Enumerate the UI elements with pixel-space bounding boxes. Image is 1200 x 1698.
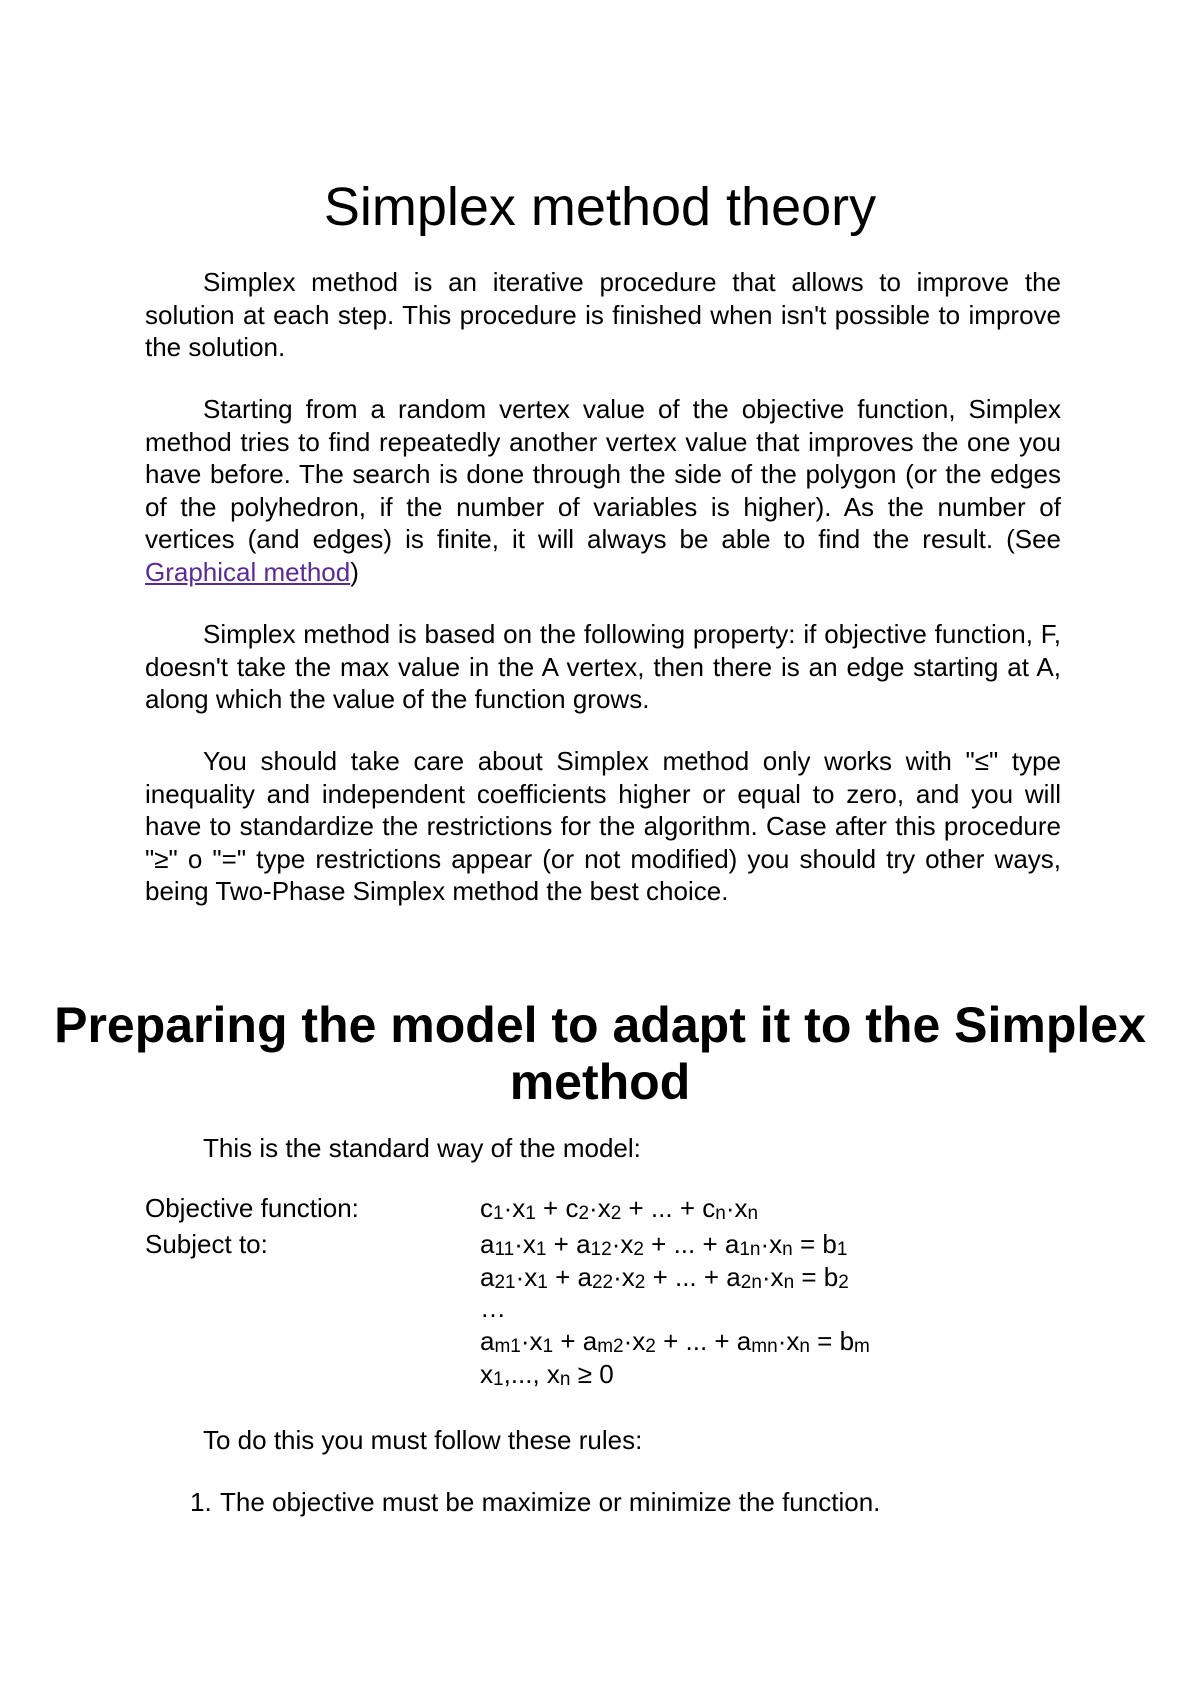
paragraph-text-end: ) (350, 556, 359, 587)
constraint-expression-m: $a_{m1}\cdot x_1 + a_{m2}\cdot x_2$ + ... + $a_{mn}\cdot x_n = b_m$ (480, 1326, 870, 1357)
paragraph-standard-model: This is the standard way of the model: (203, 1133, 641, 1163)
nonnegativity-expression: $x_1$,..., $x_n \ge 0$ (480, 1359, 614, 1390)
rules-list (190, 1486, 880, 1519)
graphical-method-link[interactable]: Graphical method (145, 556, 351, 587)
constraint-expression-2: $a_{21}\cdot x_1 + a_{22}\cdot x_2$ + ... + $a_{2n}\cdot x_n = b_2$ (480, 1262, 849, 1293)
constraint-ellipsis: … (480, 1293, 506, 1323)
paragraph-vertex-search (145, 393, 1061, 589)
page-title: Simplex method theory (323, 177, 877, 237)
list-item-text: The objective must be maximize or minimize the function. (220, 1487, 881, 1517)
constraint-expression-1: $a_{11}\cdot x_1 + a_{12}\cdot x_2$ + ... + $a_{1n}\cdot x_n = b_1$ (480, 1229, 848, 1260)
paragraph-care: You should take care about Simplex method only works with "≤" type inequality and independent coefficients higher or equal to zero, and you will have to standardize the restrictions for the algorithm. Case after this procedure "≥" o "=" type restrictions appear (or not modified) you should try other ways, being Two-Phase Simplex method the best choice. (145, 746, 1061, 907)
paragraph-intro: Simplex method is an iterative procedure that allows to improve the solution at each step. This procedure is finished when isn't possible to improve the solution. (145, 267, 1061, 363)
constraint-row-m (145, 1325, 1065, 1358)
list-item (190, 1486, 880, 1519)
constraint-row-2 (145, 1261, 1065, 1294)
constraint-ellipsis-row (145, 1292, 1065, 1325)
paragraph-text: Starting from a random vertex value of the objective function, Simplex method tries to find repeatedly another vertex value that improves the one you have before. The search is done through the side of the polygon (or the edges of the polyhedron, if the number of variables is higher). As the number of vertices (and edges) is finite, it will always be able to find the result. (See (145, 394, 1061, 555)
constraint-row-1 (145, 1228, 1065, 1261)
paragraph-property: Simplex method is based on the following property: if objective function, F, doesn't take the max value in the A vertex, then there is an edge starting at A, along which the value of the function grows. (145, 619, 1061, 715)
objective-expression: $c_1\cdot x_1 + c_2\cdot x_2$ + ... + $c_n\cdot x_n$ (480, 1193, 759, 1224)
objective-label: Objective function: (145, 1193, 359, 1223)
section-title: Preparing the model to adapt it to the Simplex method (54, 997, 1146, 1110)
subject-label: Subject to: (145, 1229, 268, 1259)
objective-row (145, 1192, 1065, 1225)
nonnegativity-row (145, 1358, 1065, 1391)
paragraph-rules-intro: To do this you must follow these rules: (203, 1425, 643, 1455)
list-number: 1. (190, 1487, 212, 1517)
